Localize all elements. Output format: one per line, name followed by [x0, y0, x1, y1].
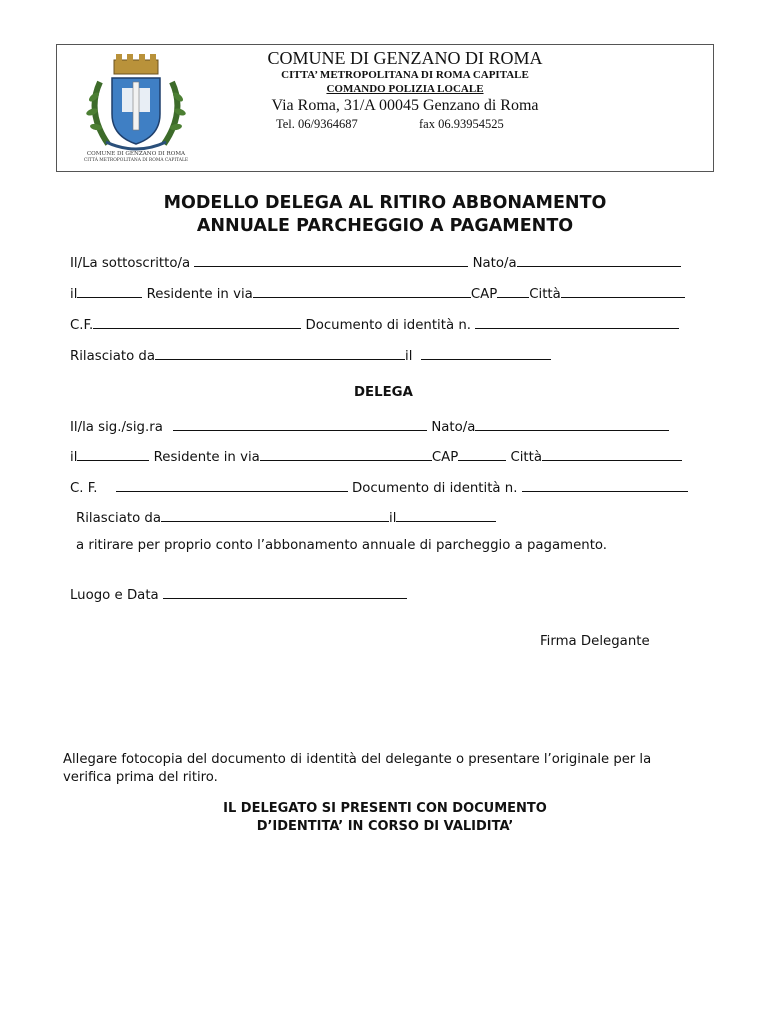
label: Documento di identità n. [351, 481, 518, 496]
department-name: COMANDO POLIZIA LOCALE [326, 83, 484, 95]
label: il [70, 450, 78, 465]
label: Residente in via [146, 287, 253, 302]
label: C.F. [70, 318, 94, 333]
delegator-city-field[interactable] [561, 284, 685, 298]
delegate-birthdate-field[interactable] [77, 447, 149, 461]
delegator-cap-field[interactable] [497, 284, 529, 298]
delegate-street-field[interactable] [260, 447, 432, 461]
delegator-birthplace-field[interactable] [517, 253, 681, 267]
label: il [389, 511, 397, 526]
label: Luogo e Data [70, 588, 159, 603]
phone: Tel. 06/9364687 [276, 117, 358, 131]
delegate-cf-field[interactable] [116, 478, 348, 492]
crest-subcaption: CITTÀ METROPOLITANA DI ROMA CAPITALE [83, 158, 189, 163]
label: Nato/a [472, 256, 517, 271]
delegator-cf-field[interactable] [93, 315, 301, 329]
delegator-issue-date-field[interactable] [421, 346, 551, 360]
delegate-issuer-field[interactable] [161, 508, 389, 522]
delegator-id-field[interactable] [475, 315, 679, 329]
delegate-name-row [70, 417, 669, 435]
delegate-birthplace-field[interactable] [475, 417, 669, 431]
delegator-issuer-field[interactable] [155, 346, 405, 360]
delegate-issue-date-field[interactable] [396, 508, 496, 522]
delegate-city-field[interactable] [542, 447, 682, 461]
delegate-name-field[interactable] [173, 417, 427, 431]
delegator-residence-row [70, 284, 685, 302]
label: CAP [470, 287, 498, 302]
delegate-cap-field[interactable] [458, 447, 506, 461]
delegator-birthdate-field[interactable] [77, 284, 142, 298]
label: Residente in via [153, 450, 260, 465]
label: Rilasciato da [70, 349, 156, 364]
place-date-row [70, 585, 407, 603]
municipality-subtitle: CITTA’ METROPOLITANA DI ROMA CAPITALE [281, 69, 529, 81]
delegate-residence-row [70, 447, 682, 465]
label: C. F. [70, 481, 98, 496]
label: Città [529, 287, 561, 302]
label: il [405, 349, 413, 364]
warning-line1: IL DELEGATO SI PRESENTI CON DOCUMENTO [223, 801, 547, 816]
form-title-line2: ANNUALE PARCHEGGIO A PAGAMENTO [196, 216, 574, 236]
delegate-issued-row [76, 508, 496, 526]
delegate-cf-row [70, 478, 688, 496]
delegator-name-field[interactable] [194, 253, 468, 267]
delegator-name-row [70, 253, 681, 271]
coat-of-arms-icon [78, 52, 194, 164]
fax: fax 06.93954525 [419, 117, 504, 131]
label: Città [510, 450, 543, 465]
label: CAP [431, 450, 459, 465]
place-date-field[interactable] [163, 585, 407, 599]
address: Via Roma, 31/A 00045 Genzano di Roma [271, 97, 539, 114]
delegate-id-field[interactable] [522, 478, 688, 492]
delega-heading: DELEGA [354, 385, 413, 400]
label: il [70, 287, 78, 302]
label: Rilasciato da [76, 511, 162, 526]
purpose-text: a ritirare per proprio conto l’abbonamento annuale di parcheggio a pagamento. [76, 538, 608, 553]
label: Il/la sig./sig.ra [70, 420, 163, 435]
delegator-cf-row [70, 315, 679, 333]
delegator-issued-row [70, 346, 551, 364]
warning-line2: D’IDENTITA’ IN CORSO DI VALIDITA’ [256, 819, 514, 834]
delegator-street-field[interactable] [253, 284, 471, 298]
label: Nato/a [431, 420, 476, 435]
note-line2: verifica prima del ritiro. [63, 770, 218, 785]
label: Il/La sottoscritto/a [70, 256, 191, 271]
crest-caption: COMUNE DI GENZANO DI ROMA [86, 151, 186, 157]
note-line1: Allegare fotocopia del documento di identità del delegante o presentare l’originale per la [63, 752, 652, 767]
label: Documento di identità n. [305, 318, 471, 333]
form-title-line1: MODELLO DELEGA AL RITIRO ABBONAMENTO [163, 193, 607, 213]
municipality-title: COMUNE DI GENZANO DI ROMA [267, 48, 543, 68]
signature-label: Firma Delegante [540, 634, 650, 649]
